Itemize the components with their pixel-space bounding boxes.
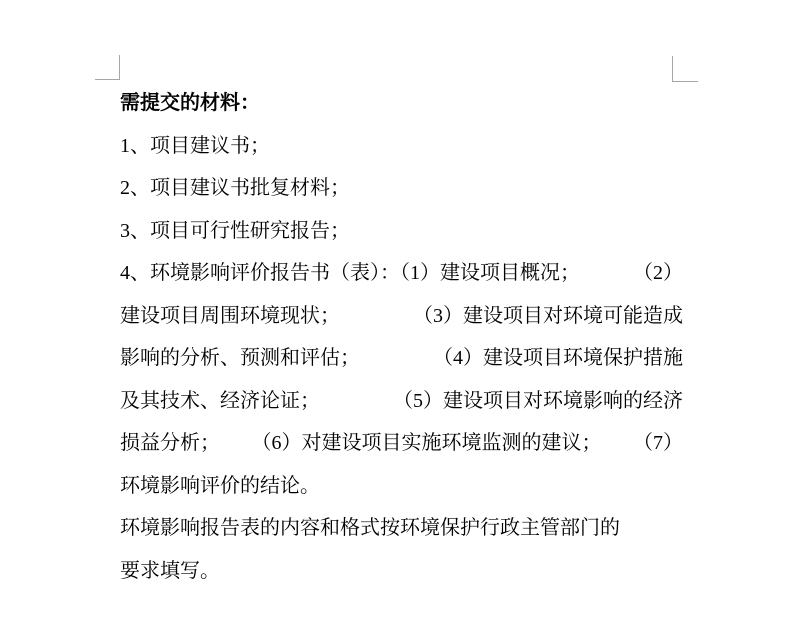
line-item-4-row-5	[120, 422, 683, 465]
item-4-row-1-left: 4、环境影响评价报告书（表）：（1）建设项目概况；	[120, 262, 580, 284]
document-text-block	[120, 82, 683, 592]
line-item-4-row-3	[120, 337, 683, 380]
item-4-row-4-left: 及其技术、经济论证；	[120, 389, 320, 412]
line-item-4-row-2	[120, 295, 683, 338]
item-4-row-6-text: 环境影响评价的结论。	[120, 474, 320, 497]
line-item-4-row-4	[120, 380, 683, 423]
item-3-text: 3、项目可行性研究报告；	[120, 219, 350, 242]
line-note-row-1	[120, 507, 683, 550]
item-4-row-5-left: 损益分析；	[120, 432, 220, 454]
item-4-row-3-left: 影响的分析、预测和评估；	[120, 347, 360, 369]
item-4-row-1-right: （2）	[633, 262, 683, 284]
line-heading	[120, 82, 683, 125]
note-row-1-text: 环境影响报告表的内容和格式按环境保护行政主管部门的	[120, 517, 620, 539]
item-2-text: 2、项目建议书批复材料；	[120, 177, 350, 199]
item-1-text: 1、项目建议书；	[120, 134, 270, 157]
line-item-4-row-6	[120, 465, 683, 508]
line-note-row-2	[120, 550, 683, 593]
note-row-2-text: 要求填写。	[120, 559, 220, 582]
item-4-row-2-left: 建设项目周围环境现状；	[120, 304, 340, 327]
page-margin-mark-top-left	[95, 55, 120, 80]
line-item-3	[120, 210, 683, 253]
heading-text: 需提交的材料：	[120, 92, 260, 114]
line-item-1	[120, 125, 683, 168]
line-item-2	[120, 167, 683, 210]
item-4-row-4-right: （5）建设项目对环境影响的经济	[393, 389, 683, 412]
item-4-row-2-right: （3）建设项目对环境可能造成	[413, 304, 683, 327]
item-4-row-3-right: （4）建设项目环境保护措施	[433, 347, 683, 369]
line-item-4-row-1	[120, 252, 683, 295]
item-4-row-5-middle: （6）对建设项目实施环境监测的建议；	[251, 432, 602, 454]
item-4-row-5-right: （7）	[633, 432, 683, 454]
page-margin-mark-top-right	[672, 56, 698, 82]
